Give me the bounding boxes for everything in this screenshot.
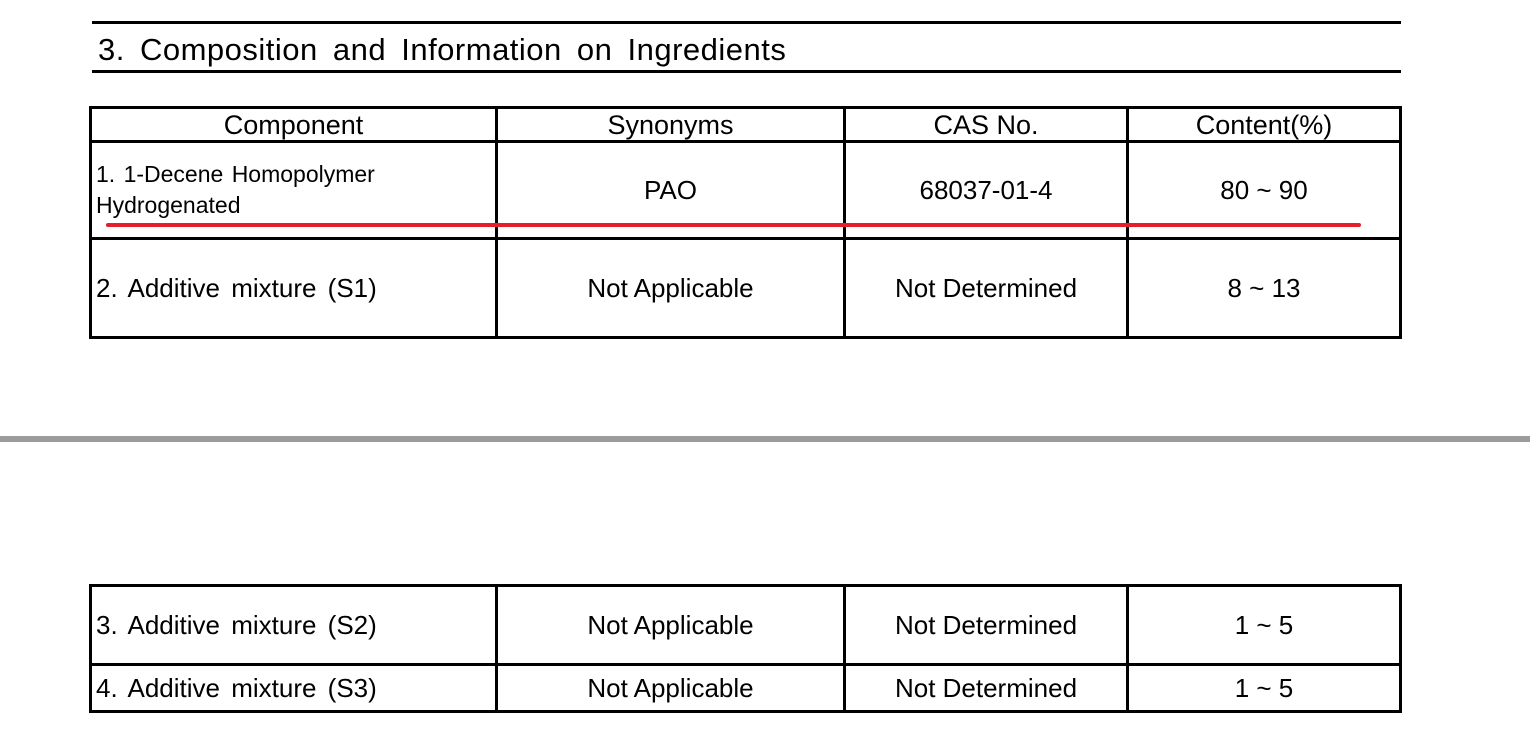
red-underline-annotation bbox=[106, 223, 1361, 227]
synonyms-cell: Not Applicable bbox=[497, 665, 845, 712]
header-component: Component bbox=[91, 108, 497, 142]
content-cell: 1 ~ 5 bbox=[1128, 586, 1401, 665]
table-row bbox=[91, 586, 1401, 665]
synonyms-cell: Not Applicable bbox=[497, 586, 845, 665]
header-content: Content(%) bbox=[1128, 108, 1401, 142]
content-cell: 1 ~ 5 bbox=[1128, 665, 1401, 712]
cas-no-cell: 68037-01-4 bbox=[845, 142, 1128, 239]
page-separator bbox=[0, 436, 1530, 442]
cas-no-cell: Not Determined bbox=[845, 586, 1128, 665]
table-row bbox=[91, 665, 1401, 712]
content-cell: 80 ~ 90 bbox=[1128, 142, 1401, 239]
synonyms-cell: PAO bbox=[497, 142, 845, 239]
component-cell: 4. Additive mixture (S3) bbox=[91, 665, 497, 712]
component-cell: 2. Additive mixture (S1) bbox=[91, 239, 497, 338]
header-synonyms: Synonyms bbox=[497, 108, 845, 142]
synonyms-cell: Not Applicable bbox=[497, 239, 845, 338]
component-name-line2: Hydrogenated bbox=[96, 192, 241, 218]
table-row bbox=[91, 239, 1401, 338]
section-top-rule bbox=[92, 21, 1401, 24]
ingredients-table-continued bbox=[89, 584, 1402, 713]
header-cas-no: CAS No. bbox=[845, 108, 1128, 142]
section-title: 3. Composition and Information on Ingredients bbox=[98, 32, 787, 67]
cas-no-cell: Not Determined bbox=[845, 665, 1128, 712]
cas-no-cell: Not Determined bbox=[845, 239, 1128, 338]
table-header-row bbox=[91, 108, 1401, 142]
component-name-line1: 1. 1-Decene Homopolymer bbox=[96, 161, 375, 187]
component-cell: 3. Additive mixture (S2) bbox=[91, 586, 497, 665]
section-bottom-rule bbox=[92, 70, 1401, 73]
content-cell: 8 ~ 13 bbox=[1128, 239, 1401, 338]
